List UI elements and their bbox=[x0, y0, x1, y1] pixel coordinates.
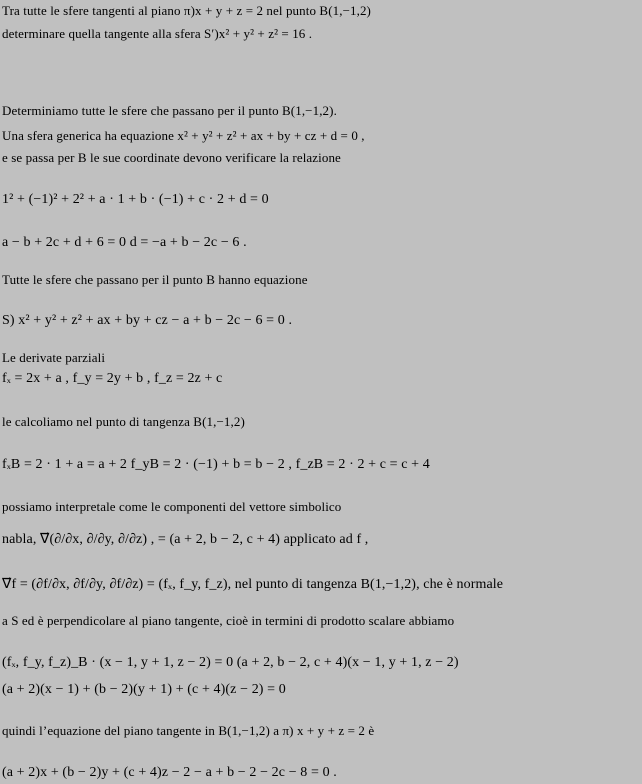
formula-line-13: fₓB = 2 · 1 + a = a + 2 f_yB = 2 · (−1) + b = b − 2 , f_zB = 2 · 2 + c = c + 4 bbox=[2, 457, 430, 472]
text-line-20: quindi l’equazione del piano tangente in B(1,−1,2) a π) x + y + z = 2 è bbox=[2, 723, 375, 738]
text-line-14: possiamo interpretale come le componenti del vettore simbolico bbox=[2, 499, 342, 514]
text-line-17: a S ed è perpendicolare al piano tangente, cioè in termini di prodotto scalare abbiamo bbox=[2, 613, 455, 628]
text-line-1: Tra tutte le sfere tangenti al piano π)x + y + z = 2 nel punto B(1,−1,2) bbox=[2, 3, 371, 18]
text-line-2: determinare quella tangente alla sfera S′)x² + y² + z² = 16 . bbox=[2, 26, 313, 41]
formula-line-11: fₓ = 2x + a , f_y = 2y + b , f_z = 2z + c bbox=[2, 371, 223, 386]
text-line-10: Le derivate parziali bbox=[2, 350, 106, 365]
formula-line-18: (fₓ, f_y, f_z)_B · (x − 1, y + 1, z − 2) = 0 (a + 2, b − 2, c + 4)(x − 1, y + 1, z − 2) bbox=[2, 655, 459, 670]
formula-line-15: nabla, ∇⃗(∂/∂x, ∂/∂y, ∂/∂z) , = (a + 2, b − 2, c + 4) applicato ad f , bbox=[2, 532, 369, 547]
text-line-8: Tutte le sfere che passano per il punto B hanno equazione bbox=[2, 272, 308, 287]
formula-line-21: (a + 2)x + (b − 2)y + (c + 4)z − 2 − a + b − 2 − 2c − 8 = 0 . bbox=[2, 765, 337, 780]
formula-line-6: 1² + (−1)² + 2² + a · 1 + b · (−1) + c · 2 + d = 0 bbox=[2, 192, 269, 207]
formula-line-19: (a + 2)(x − 1) + (b − 2)(y + 1) + (c + 4)(z − 2) = 0 bbox=[2, 682, 286, 697]
text-line-5: e se passa per B le sue coordinate devono verificare la relazione bbox=[2, 150, 341, 165]
formula-line-9: S) x² + y² + z² + ax + by + cz − a + b − 2c − 6 = 0 . bbox=[2, 313, 293, 328]
formula-line-16: ∇⃗f = (∂f/∂x, ∂f/∂y, ∂f/∂z) = (fₓ, f_y, f_z), nel punto di tangenza B(1,−1,2), che è normale bbox=[2, 577, 504, 592]
text-line-12: le calcoliamo nel punto di tangenza B(1,−1,2) bbox=[2, 414, 245, 429]
text-line-4: Una sfera generica ha equazione x² + y² + z² + ax + by + cz + d = 0 , bbox=[2, 128, 365, 143]
formula-line-7: a − b + 2c + d + 6 = 0 d = −a + b − 2c − 6 . bbox=[2, 235, 247, 250]
text-line-3: Determiniamo tutte le sfere che passano per il punto B(1,−1,2). bbox=[2, 103, 337, 118]
